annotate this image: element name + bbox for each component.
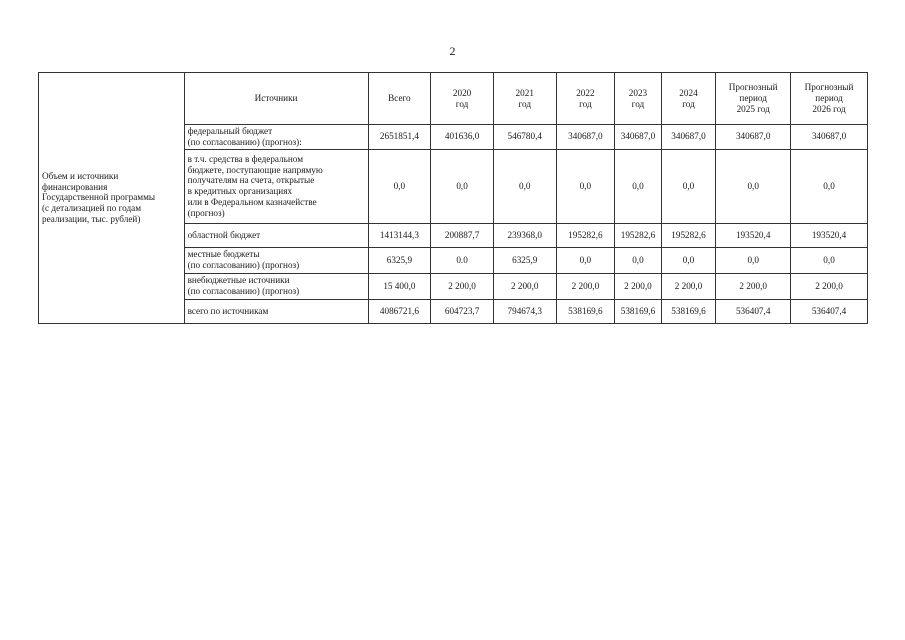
- value-cell: 0,0: [431, 149, 494, 223]
- financing-table: [38, 72, 868, 324]
- value-cell: 0,0: [556, 149, 615, 223]
- column-header: 2023 год: [615, 73, 662, 125]
- value-cell: 538169,6: [661, 299, 716, 323]
- value-cell: 538169,6: [556, 299, 615, 323]
- column-header: 2020 год: [431, 73, 494, 125]
- value-cell: 239368,0: [493, 223, 556, 247]
- value-cell: 193520,4: [791, 223, 868, 247]
- value-cell: 0,0: [716, 149, 791, 223]
- value-cell: 200887,7: [431, 223, 494, 247]
- row-header: Объем и источники финансирования Государственной программы (с детализацией по годам реализации, тыс. рублей): [39, 73, 185, 324]
- page-number: 2: [449, 44, 456, 58]
- value-cell: 2 200,0: [493, 273, 556, 299]
- source-label: местные бюджеты (по согласованию) (прогноз): [184, 247, 368, 273]
- source-label: областной бюджет: [184, 223, 368, 247]
- value-cell: 6325,9: [368, 247, 431, 273]
- value-cell: 195282,6: [661, 223, 716, 247]
- column-header: 2024 год: [661, 73, 716, 125]
- source-label: в т.ч. средства в федеральном бюджете, поступающие напрямую получателям на счета, открытые в кредитных организациях или в Федеральном казначействе (прогноз): [184, 149, 368, 223]
- value-cell: 340687,0: [615, 125, 662, 150]
- source-label: федеральный бюджет (по согласованию) (прогноз):: [184, 125, 368, 150]
- value-cell: 794674,3: [493, 299, 556, 323]
- value-cell: 340687,0: [661, 125, 716, 150]
- value-cell: 2 200,0: [791, 273, 868, 299]
- value-cell: 2 200,0: [431, 273, 494, 299]
- value-cell: 0,0: [556, 247, 615, 273]
- source-label: внебюджетные источники (по согласованию) (прогноз): [184, 273, 368, 299]
- value-cell: 2 200,0: [661, 273, 716, 299]
- value-cell: 0,0: [661, 247, 716, 273]
- value-cell: 340687,0: [556, 125, 615, 150]
- value-cell: 195282,6: [615, 223, 662, 247]
- value-cell: 340687,0: [716, 125, 791, 150]
- value-cell: 546780,4: [493, 125, 556, 150]
- value-cell: 1413144,3: [368, 223, 431, 247]
- value-cell: 0,0: [661, 149, 716, 223]
- column-header: Источники: [184, 73, 368, 125]
- value-cell: 0,0: [615, 247, 662, 273]
- value-cell: 2651851,4: [368, 125, 431, 150]
- value-cell: 401636,0: [431, 125, 494, 150]
- value-cell: 6325,9: [493, 247, 556, 273]
- column-header: Прогнозный период 2026 год: [791, 73, 868, 125]
- value-cell: 2 200,0: [615, 273, 662, 299]
- column-header: Всего: [368, 73, 431, 125]
- value-cell: 536407,4: [791, 299, 868, 323]
- value-cell: 0,0: [368, 149, 431, 223]
- value-cell: 4086721,6: [368, 299, 431, 323]
- column-header: Прогнозный период 2025 год: [716, 73, 791, 125]
- column-header: 2022 год: [556, 73, 615, 125]
- value-cell: 604723,7: [431, 299, 494, 323]
- value-cell: 2 200,0: [556, 273, 615, 299]
- source-label: всего по источникам: [184, 299, 368, 323]
- value-cell: 2 200,0: [716, 273, 791, 299]
- value-cell: 0,0: [791, 247, 868, 273]
- value-cell: 195282,6: [556, 223, 615, 247]
- value-cell: 0,0: [615, 149, 662, 223]
- table-header-row: [39, 73, 868, 125]
- value-cell: 0.0: [431, 247, 494, 273]
- value-cell: 0,0: [716, 247, 791, 273]
- value-cell: 538169,6: [615, 299, 662, 323]
- value-cell: 15 400,0: [368, 273, 431, 299]
- value-cell: 340687,0: [791, 125, 868, 150]
- value-cell: 0,0: [493, 149, 556, 223]
- value-cell: 193520,4: [716, 223, 791, 247]
- value-cell: 0,0: [791, 149, 868, 223]
- column-header: 2021 год: [493, 73, 556, 125]
- value-cell: 536407,4: [716, 299, 791, 323]
